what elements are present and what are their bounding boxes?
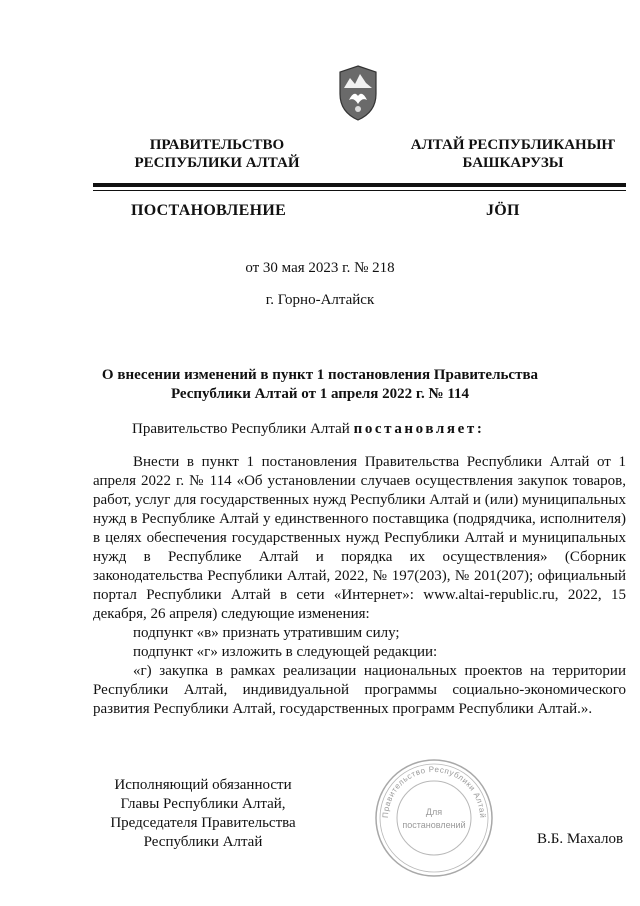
doc-type-russian: ПОСТАНОВЛЕНИЕ <box>131 202 287 219</box>
preamble <box>132 421 484 438</box>
stamp-inner-line: постановлений <box>402 820 466 830</box>
header-divider-thin <box>93 190 626 191</box>
signatory-position: Исполняющий обязанности Главы Республики Алтай, Председателя Правительства Республики Алтай <box>110 777 296 850</box>
body-paragraph: подпункт «г» изложить в следующей редакции: <box>133 644 438 660</box>
body-paragraph: «г) закупка в рамках реализации национальных проектов на территории Республики Алтай, индивидуальной программы социально-экономического развития Республики Алтай, государственных программ Республики Алтай.». <box>93 663 626 717</box>
stamp-outer-text: Правительство Республики Алтай <box>380 764 488 819</box>
document-city: г. Горно-Алтайск <box>265 292 375 308</box>
issuer-name-russian: ПРАВИТЕЛЬСТВО РЕСПУБЛИКИ АЛТАЙ <box>134 137 300 171</box>
preamble-subject: Правительство Республики Алтай <box>132 421 354 437</box>
preamble-verb: постановляет: <box>353 421 485 437</box>
header-divider <box>93 183 626 187</box>
doc-type-altai: JӦП <box>486 202 520 219</box>
coat-of-arms-icon <box>336 64 380 122</box>
body-paragraph: подпункт «в» признать утратившим силу; <box>133 625 400 641</box>
body-paragraph: Внести в пункт 1 постановления Правительства Республики Алтай от 1 апреля 2022 г. № 114 «Об установлении случаев осуществления закупок товаров, работ, услуг для государственных нужд Республики Алтай и (или) муниципальных нужд в Республике Алтай у единственного поставщика (подрядчика, исполнителя) в целях обеспечения государственных нужд Республики Алтай и муниципальных нужд в Республике Алтай и порядка их осуществления» (Сборник законодательства Республики Алтай, 2022, № 197(203), № 201(207); официальный портал Республики Алтай в сети «Интернет»: www.altai-republic.ru, 2022, 15 декабря, 26 апреля) следующие изменения: <box>93 454 626 622</box>
document-title: О внесении изменений в пункт 1 постановления Правительства Республики Алтай от 1 апреля 2022 г. № 114 <box>101 367 539 402</box>
document-body <box>93 453 626 719</box>
stamp-inner-line: Для <box>425 807 443 817</box>
official-stamp <box>373 757 495 879</box>
signatory-name: В.Б. Махалов <box>537 831 624 847</box>
document-date-number: от 30 мая 2023 г. № 218 <box>245 260 395 276</box>
issuer-name-altai: АЛТАЙ РЕСПУБЛИКАНЫҤ БАШКАРУЗЫ <box>410 137 616 171</box>
